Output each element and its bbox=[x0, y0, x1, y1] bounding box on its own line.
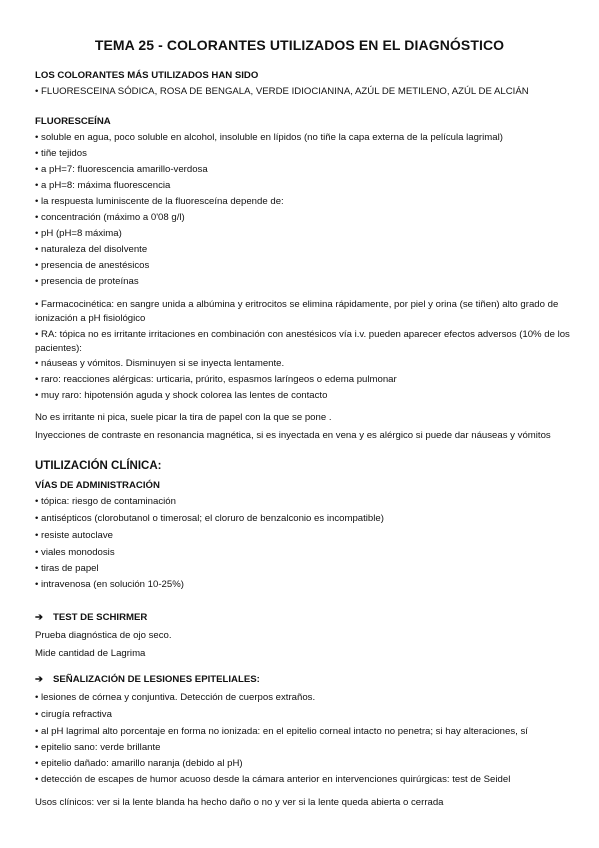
ra-item: • raro: reacciones alérgicas: urticaria, prúrito, espasmos laríngeos o edema pulmonar bbox=[35, 374, 397, 385]
via-item: • intravenosa (en solución 10-25%) bbox=[35, 579, 184, 590]
colorantes-list: • FLUORESCEINA SÓDICA, ROSA DE BENGALA, VERDE IDIOCIANINA, AZÚL DE METILENO, AZÚL DE ALCIÁN bbox=[35, 86, 529, 97]
via-item: • viales monodosis bbox=[35, 547, 115, 558]
colorantes-heading: LOS COLORANTES MÁS UTILIZADOS HAN SIDO bbox=[35, 70, 259, 81]
via-item: • antisépticos (clorobutanol o timerosal; el cloruro de benzalconio es incompatible) bbox=[35, 513, 384, 524]
senalizacion-heading bbox=[35, 674, 260, 685]
fluo-item: • pH (pH=8 máxima) bbox=[35, 228, 122, 239]
utilizacion-heading: UTILIZACIÓN CLÍNICA: bbox=[35, 460, 162, 472]
senalizacion-heading-label: SEÑALIZACIÓN DE LESIONES EPITELIALES: bbox=[53, 674, 260, 685]
schirmer-line: Prueba diagnóstica de ojo seco. bbox=[35, 630, 172, 641]
usos-clinicos-note: Usos clínicos: ver si la lente blanda ha hecho daño o no y ver si la lente queda abierta o cerrada bbox=[35, 797, 444, 808]
senal-item: • al pH lagrimal alto porcentaje en forma no ionizada: en el epitelio corneal intacto no penetra; si hay alteraciones, sí bbox=[35, 726, 528, 737]
note-irritante: No es irritante ni pica, suele picar la tira de papel con la que se pone . bbox=[35, 412, 332, 423]
via-item: • resiste autoclave bbox=[35, 530, 114, 541]
farmacocinetica-paragraph: • Farmacocinética: en sangre unida a albúmina y eritrocitos se elimina rápidamente, por piel y orina (se tiñen) alto grado de ionización a pH fisiológico bbox=[35, 299, 559, 324]
senal-item: • epitelio sano: verde brillante bbox=[35, 742, 161, 753]
senal-item: • detección de escapes de humor acuoso desde la cámara anterior en intervenciones quirúrgicas: test de Seidel bbox=[35, 774, 511, 785]
arrow-right-icon: ➔ bbox=[35, 674, 44, 685]
ra-item: • muy raro: hipotensión aguda y shock colorea las lentes de contacto bbox=[35, 390, 328, 401]
fluo-item: • naturaleza del disolvente bbox=[35, 244, 148, 255]
senal-item: • lesiones de córnea y conjuntiva. Detección de cuerpos extraños. bbox=[35, 692, 316, 703]
note-inyecciones: Inyecciones de contraste en resonancia magnética, si es inyectada en vena y es alérgico si puede dar náuseas y vómitos bbox=[35, 430, 551, 441]
fluo-item: • a pH=8: máxima fluorescencia bbox=[35, 180, 171, 191]
ra-item: • náuseas y vómitos. Disminuyen si se inyecta lentamente. bbox=[35, 358, 285, 369]
vias-heading: VÍAS DE ADMINISTRACIÓN bbox=[35, 480, 160, 491]
fluo-item: • tiñe tejidos bbox=[35, 148, 87, 159]
fluo-item: • la respuesta luminiscente de la fluoresceína depende de: bbox=[35, 196, 284, 207]
via-item: • tiras de papel bbox=[35, 563, 99, 574]
page-title: TEMA 25 - COLORANTES UTILIZADOS EN EL DIAGNÓSTICO bbox=[94, 37, 505, 53]
fluoresceina-heading: FLUORESCEÍNA bbox=[35, 116, 111, 127]
arrow-right-icon: ➔ bbox=[35, 612, 44, 623]
schirmer-line: Mide cantidad de Lagrima bbox=[35, 648, 146, 659]
fluo-item: • a pH=7: fluorescencia amarillo-verdosa bbox=[35, 164, 208, 175]
ra-paragraph: • RA: tópica no es irritante irritaciones en combinación con anestésicos vía i.v. pueden aparecer efectos adversos (10% de los pacientes): bbox=[35, 329, 570, 354]
fluo-item: • concentración (máximo a 0'08 g/l) bbox=[35, 212, 185, 223]
fluo-item: • presencia de proteínas bbox=[35, 276, 139, 287]
fluo-item: • soluble en agua, poco soluble en alcohol, insoluble en lípidos (no tiñe la capa externa de la película lagrimal) bbox=[35, 132, 503, 143]
via-item: • tópica: riesgo de contaminación bbox=[35, 496, 176, 507]
schirmer-heading bbox=[35, 612, 147, 623]
fluo-item: • presencia de anestésicos bbox=[35, 260, 150, 271]
senal-item: • cirugía refractiva bbox=[35, 709, 112, 720]
senal-item: • epitelio dañado: amarillo naranja (debido al pH) bbox=[35, 758, 243, 769]
schirmer-heading-label: TEST DE SCHIRMER bbox=[53, 612, 148, 623]
